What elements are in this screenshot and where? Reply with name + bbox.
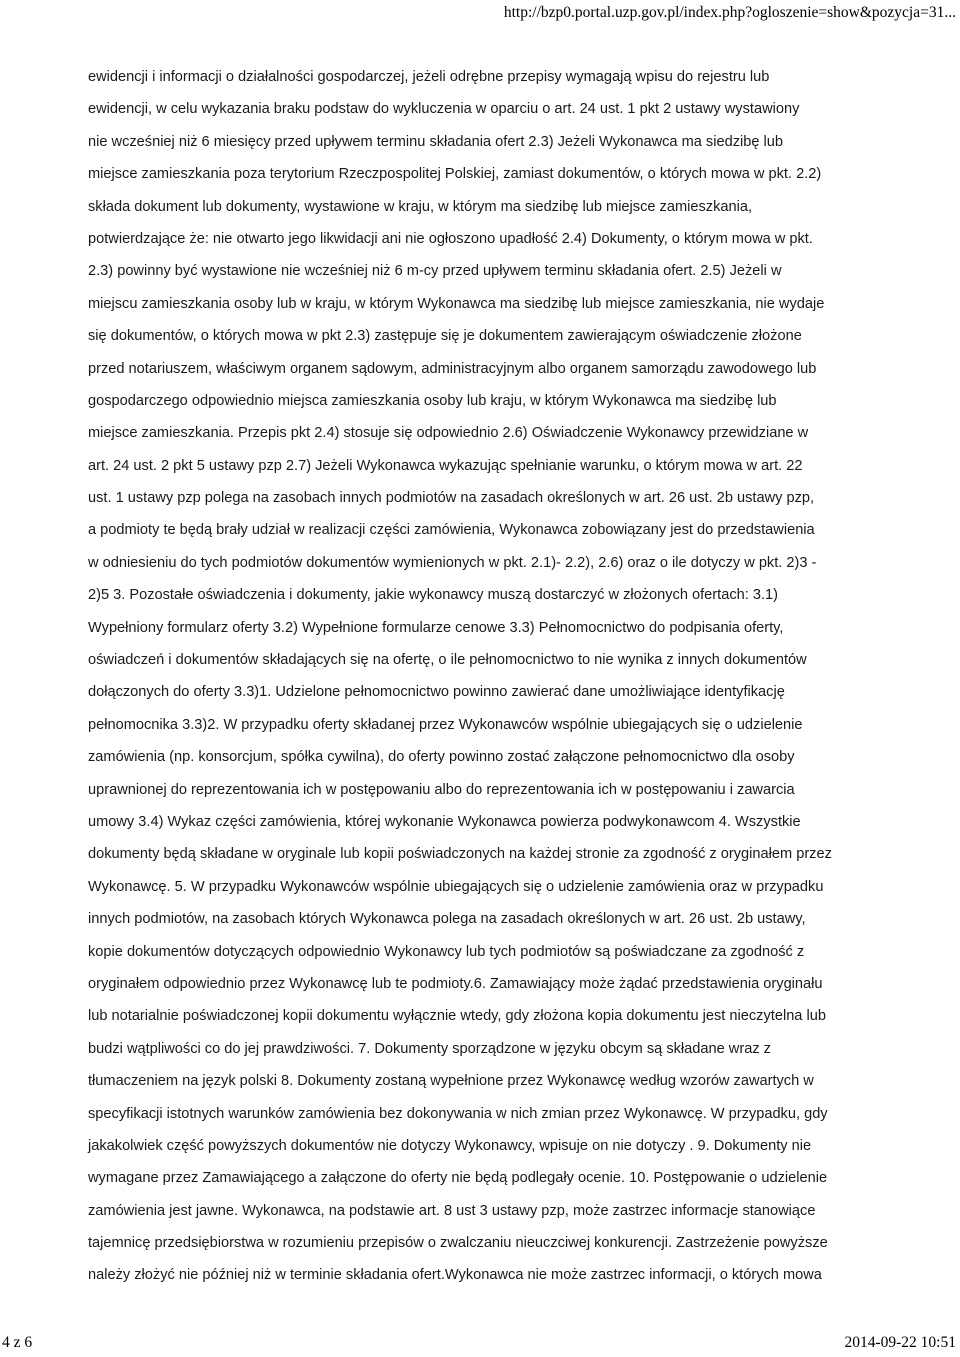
body-text-line: miejsce zamieszkania. Przepis pkt 2.4) stosuje się odpowiednio 2.6) Oświadczenie Wykonawcy przewidziane w: [88, 425, 809, 442]
body-text-line: Wypełniony formularz oferty 3.2) Wypełnione formularze cenowe 3.3) Pełnomocnictwo do podpisania oferty,: [88, 619, 784, 636]
body-text-line: Wykonawcę. 5. W przypadku Wykonawców wspólnie ubiegających się o udzielenie zamówienia oraz w przypadku: [88, 878, 824, 895]
body-text-line: składa dokument lub dokumenty, wystawione w kraju, w którym ma siedzibę lub miejsce zamieszkania,: [88, 198, 753, 215]
page-indicator: 4 z 6: [2, 1334, 33, 1351]
body-text-line: przed notariuszem, właściwym organem sądowym, administracyjnym albo organem samorządu zawodowego lub: [88, 360, 817, 377]
body-text-line: lub notarialnie poświadczonej kopii dokumentu wyłącznie wtedy, gdy złożona kopia dokumentu jest nieczytelna lub: [88, 1008, 826, 1025]
body-text-line: zamówienia (np. konsorcjum, spółka cywilna), do oferty powinno zostać załączone pełnomocnictwo dla osoby: [88, 749, 795, 766]
body-text-line: art. 24 ust. 2 pkt 5 ustawy pzp 2.7) Jeżeli Wykonawca wykazując spełnianie warunku, o którym mowa w art. 22: [88, 457, 803, 474]
body-text-line: 2.3) powinny być wystawione nie wcześniej niż 6 m-cy przed upływem terminu składania ofert. 2.5) Jeżeli w: [88, 263, 782, 280]
body-text-line: tłumaczeniem na język polski 8. Dokumenty zostaną wypełnione przez Wykonawcę według wzorów zawartych w: [88, 1073, 814, 1090]
body-text-line: pełnomocnika 3.3)2. W przypadku oferty składanej przez Wykonawców wspólnie ubiegających się o udzielenie: [88, 716, 803, 733]
body-text-line: miejscu zamieszkania osoby lub w kraju, w którym Wykonawca ma siedzibę lub miejsce zamieszkania, nie wydaje: [88, 295, 825, 312]
body-text-line: ust. 1 ustawy pzp polega na zasobach innych podmiotów na zasadach określonych w art. 26 ust. 2b ustawy pzp,: [88, 490, 815, 507]
document-body: [88, 61, 894, 1292]
body-text-line: wymagane przez Zamawiającego a załączone do oferty nie będą podlegały ocenie. 10. Postępowanie o udzielenie: [88, 1170, 828, 1187]
body-text-line: należy złożyć nie później niż w terminie składania ofert.Wykonawca nie może zastrzec informacji, o których mowa: [88, 1267, 822, 1284]
body-text-line: oryginałem odpowiednio przez Wykonawcę lub te podmioty.6. Zamawiający może żądać przedstawienia oryginału: [88, 975, 823, 992]
body-text-line: ewidencji, w celu wykazania braku podstaw do wykluczenia w oparciu o art. 24 ust. 1 pkt 2 ustawy wystawiony: [88, 101, 800, 118]
body-text-line: specyfikacji istotnych warunków zamówienia bez dokonywania w nich zmian przez Wykonawcę. W przypadku, gdy: [88, 1105, 828, 1122]
print-timestamp: 2014-09-22 10:51: [844, 1334, 956, 1351]
body-text-line: potwierdzające że: nie otwarto jego likwidacji ani nie ogłoszono upadłość 2.4) Dokumenty, o którym mowa w pkt.: [88, 230, 813, 247]
body-text-line: dołączonych do oferty 3.3)1. Udzielone pełnomocnictwo powinno zawierać dane umożliwiające identyfikację: [88, 684, 785, 701]
body-text-line: kopie dokumentów dotyczących odpowiednio Wykonawcy lub tych podmiotów są poświadczane za zgodność z: [88, 943, 805, 960]
body-text-line: nie wcześniej niż 6 miesięcy przed upływem terminu składania ofert 2.3) Jeżeli Wykonawca ma siedzibę lub: [88, 133, 783, 150]
body-text-line: uprawnionej do reprezentowania ich w postępowaniu albo do reprezentowania ich w postępowaniu i zawarcia: [88, 781, 795, 798]
body-text-line: ewidencji i informacji o działalności gospodarczej, jeżeli odrębne przepisy wymagają wpisu do rejestru lub: [88, 69, 770, 85]
body-text-line: a podmioty te będą brały udział w realizacji części zamówienia, Wykonawca zobowiązany jest do przedstawienia: [88, 522, 815, 539]
body-text-line: dokumenty będą składane w oryginale lub kopii poświadczonych na każdej stronie za zgodność z oryginałem przez: [88, 846, 832, 863]
page-url-header: http://bzp0.portal.uzp.gov.pl/index.php?ogloszenie=show&pozycja=31...: [503, 4, 956, 21]
body-text-line: innych podmiotów, na zasobach których Wykonawca polega na zasadach określonych w art. 26 ust. 2b ustawy,: [88, 911, 806, 928]
body-text-line: zamówienia jest jawne. Wykonawca, na podstawie art. 8 ust 3 ustawy pzp, może zastrzec informacje stanowiące: [88, 1202, 816, 1219]
body-text-line: jakakolwiek część powyższych dokumentów nie dotyczy Wykonawcy, wpisuje on nie dotyczy . 9. Dokumenty nie: [88, 1137, 812, 1154]
body-text-line: 2)5 3. Pozostałe oświadczenia i dokumenty, jakie wykonawcy muszą dostarczyć w złożonych ofertach: 3.1): [88, 587, 779, 604]
body-text-line: umowy 3.4) Wykaz części zamówienia, której wykonanie Wykonawca powierza podwykonawcom 4. Wszystkie: [88, 813, 801, 830]
body-text-line: w odniesieniu do tych podmiotów dokumentów wymienionych w pkt. 2.1)- 2.2), 2.6) oraz o ile dotyczy w pkt. 2)3 -: [88, 554, 817, 571]
body-text-line: gospodarczego odpowiednio miejsca zamieszkania osoby lub kraju, w którym Wykonawca ma siedzibę lub: [88, 392, 777, 409]
body-text-line: budzi wątpliwości co do jej prawdziwości. 7. Dokumenty sporządzone w języku obcym są składane wraz z: [88, 1040, 771, 1057]
body-text-line: oświadczeń i dokumentów składających się na ofertę, o ile pełnomocnictwo to nie wynika z innych dokumentów: [88, 652, 807, 669]
body-text-line: tajemnicę przedsiębiorstwa w rozumieniu przepisów o zwalczaniu nieuczciwej konkurencji. Zastrzeżenie powyższe: [88, 1235, 828, 1252]
body-text-line: się dokumentów, o których mowa w pkt 2.3) zastępuje się je dokumentem zawierającym oświadczenie złożone: [88, 328, 802, 345]
body-text-line: miejsce zamieszkania poza terytorium Rzeczpospolitej Polskiej, zamiast dokumentów, o których mowa w pkt. 2.2): [88, 166, 822, 183]
